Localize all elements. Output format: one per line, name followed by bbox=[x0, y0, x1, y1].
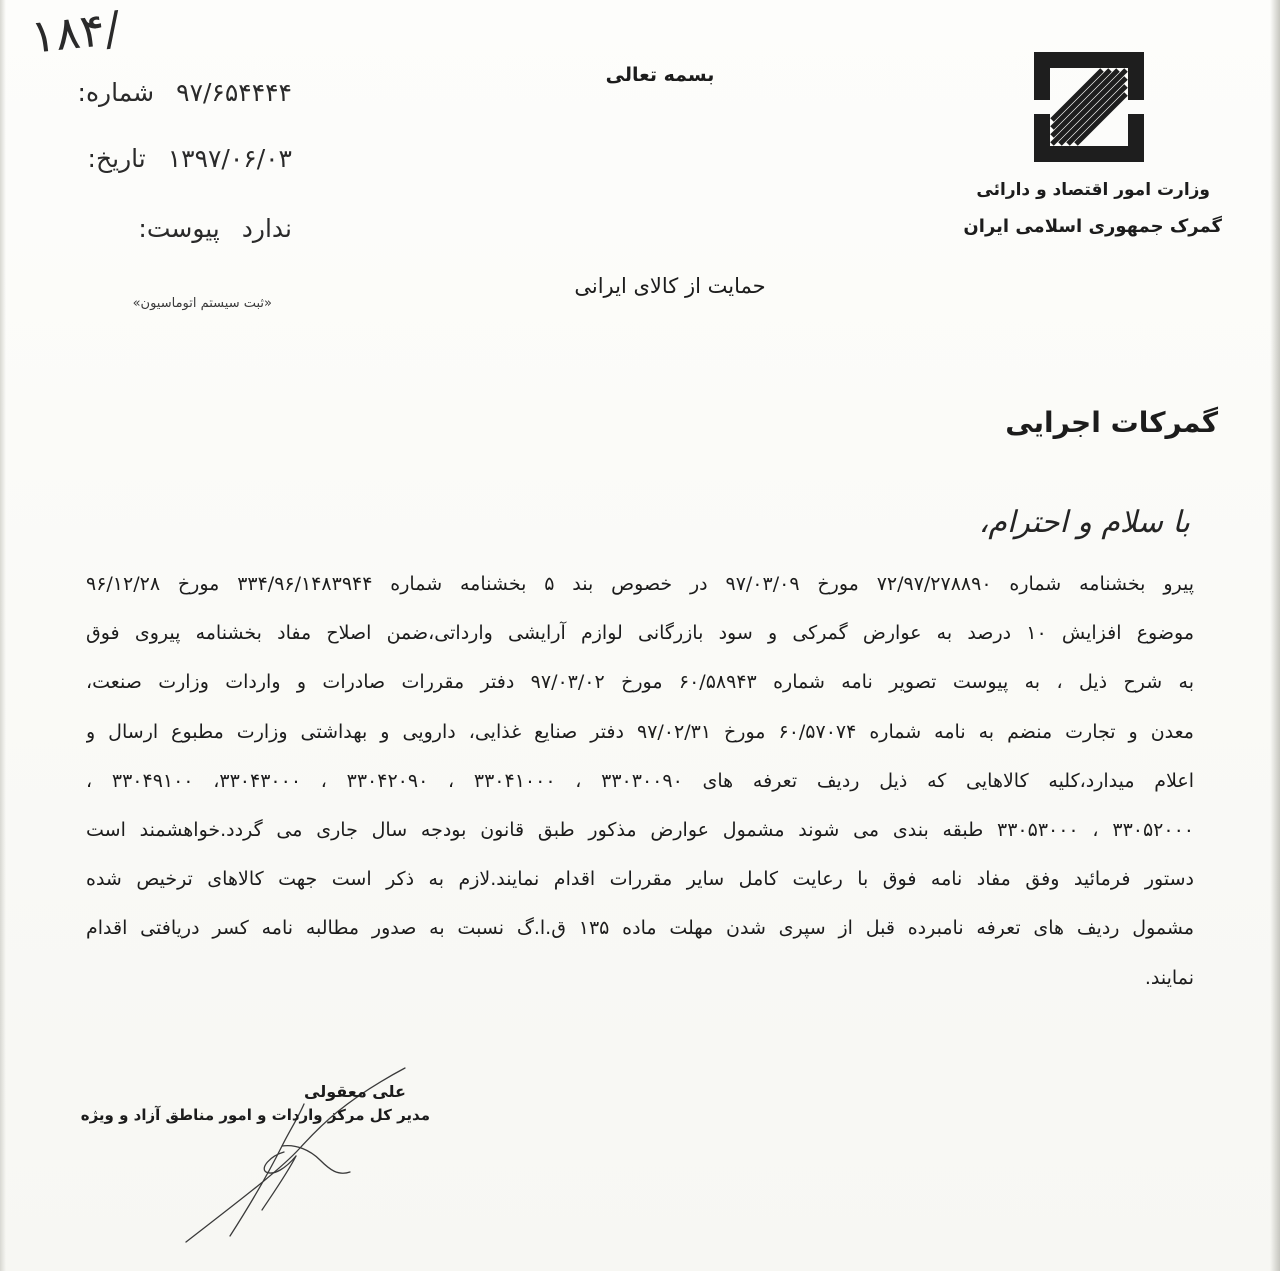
letter-date-label: تاریخ: bbox=[87, 144, 146, 173]
handwritten-reference-number: ۱۸۴/ bbox=[28, 0, 123, 64]
scan-edge-left bbox=[0, 0, 6, 1271]
body-line: به شرح ذیل ، به پیوست تصویر نامه شماره ۶۰/۵۸۹۴۳ مورخ ۹۷/۰۳/۰۲ دفتر مقررات صادرات و واردات وزارت صنعت، bbox=[86, 671, 1194, 694]
body-line: موضوع افزایش ۱۰ درصد به عوارض گمرکی و سود بازرگانی لوازم آرایشی وارداتی،ضمن اصلاح مفاد بخشنامه پیروی فوق bbox=[86, 622, 1194, 645]
year-slogan: حمایت از کالای ایرانی bbox=[574, 274, 766, 298]
body-line: نمایند. bbox=[1144, 966, 1194, 989]
handwritten-greeting: با سلام و احترام، bbox=[978, 505, 1190, 540]
scan-edge-right bbox=[1270, 0, 1280, 1271]
letter-number-label: شماره: bbox=[77, 78, 155, 107]
body-line: دستور فرمائید وفق مفاد نامه فوق با رعایت کامل سایر مقررات اقدام نمایند.لازم به ذکر است جهت کالاهای ترخیص شده bbox=[86, 868, 1194, 891]
customs-emblem-icon bbox=[1030, 48, 1148, 166]
body-line: مشمول ردیف های تعرفه نامبرده قبل از سپری شدن مهلت ماده ۱۳۵ ق.ا.گ نسبت به صدور مطالبه نامه کسر دریافتی اقدام bbox=[86, 917, 1194, 940]
body-line: ۳۳۰۵۲۰۰۰ ، ۳۳۰۵۳۰۰۰ طبقه بندی می شوند مشمول عوارض مذکور طبق قانون بودجه سال جاری می گردد.خواهشمند است bbox=[86, 818, 1194, 841]
body-line: اعلام میدارد،کلیه کالاهایی که ذیل ردیف تعرفه های ۳۳۰۳۰۰۹۰ ، ۳۳۰۴۱۰۰۰ ، ۳۳۰۴۲۰۹۰ ، ۳۳۰۴۳۰۰۰، ۳۳۰۴۹۱۰۰ ، bbox=[86, 769, 1194, 792]
automation-system-note: «ثبت سیستم اتوماسیون» bbox=[132, 296, 272, 311]
body-line: پیرو بخشنامه شماره ۷۲/۹۷/۲۷۸۸۹۰ مورخ ۹۷/۰۳/۰۹ در خصوص بند ۵ بخشنامه شماره ۳۳۴/۹۶/۱۴۸۳۹۴۴ مورخ ۹۶/۱۲/۲۸ bbox=[86, 573, 1194, 595]
letter-number-value: ۹۷/۶۵۴۴۴۴ bbox=[176, 78, 292, 107]
basmala-heading: بسمه تعالی bbox=[605, 64, 715, 86]
body-line: معدن و تجارت منضم به نامه شماره ۶۰/۵۷۰۷۴ مورخ ۹۷/۰۲/۳۱ دفتر صنایع غذایی، دارویی و بهداشتی وزارت مطبوع ارسال و bbox=[86, 720, 1194, 743]
recipient-heading: گمرکات اجرایی bbox=[1005, 406, 1218, 439]
letter-body bbox=[86, 560, 1194, 1003]
customs-name: گمرک جمهوری اسلامی ایران bbox=[963, 216, 1222, 237]
letter-number-row bbox=[78, 78, 292, 107]
signatory-title: مدیر کل مرکز واردات و امور مناطق آزاد و ویژه bbox=[80, 1106, 430, 1124]
letter-date-value: ۱۳۹۷/۰۶/۰۳ bbox=[167, 144, 292, 173]
signatory-name: علی معقولی bbox=[304, 1082, 406, 1101]
letter-attachment-value: ندارد bbox=[241, 214, 292, 243]
ministry-name: وزارت امور اقتصاد و دارائی bbox=[976, 180, 1210, 200]
letter-attachment-row bbox=[138, 214, 292, 243]
letter-date-row bbox=[88, 144, 292, 173]
letter-attachment-label: پیوست: bbox=[138, 214, 220, 243]
